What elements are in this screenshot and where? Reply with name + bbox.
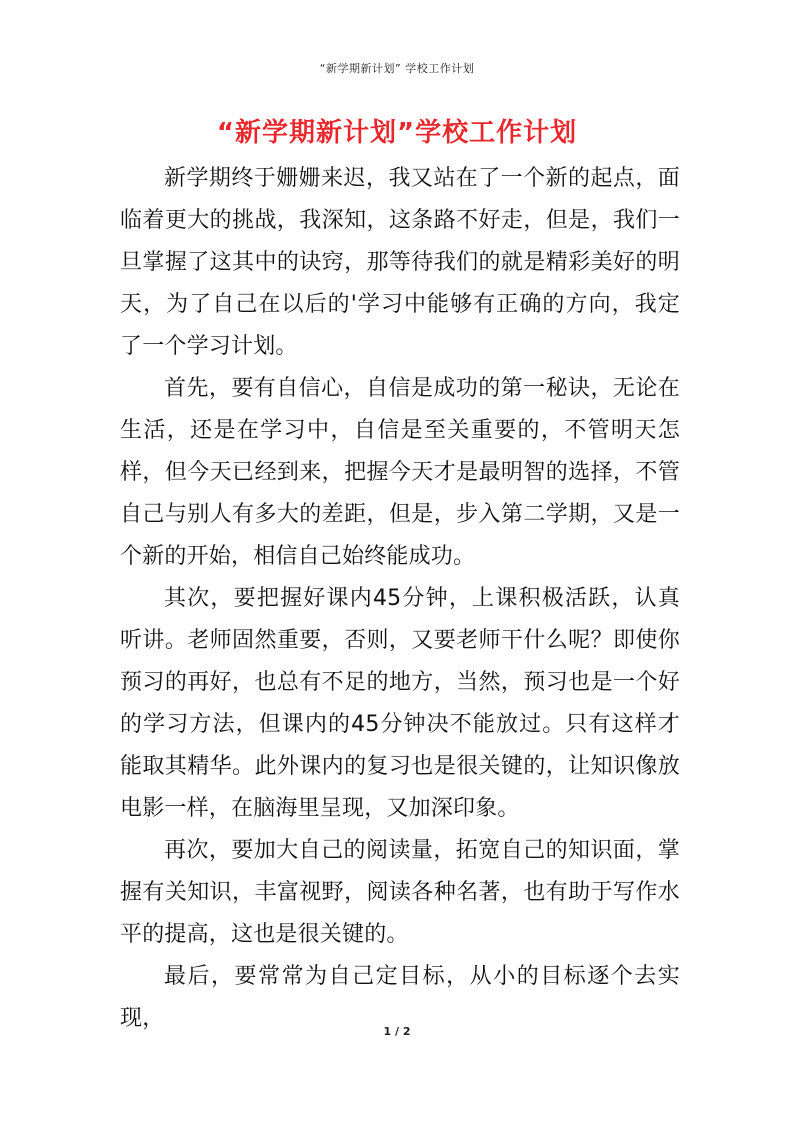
paragraph: 新学期终于姗姗来迟，我又站在了一个新的起点，面临着更大的挑战，我深知，这条路不好走，但是，我们一旦掌握了这其中的诀窍，那等待我们的就是精彩美好的明天，为了自己在以后的'学习中能够有正确的方向，我定了一个学习计划。 bbox=[120, 166, 680, 359]
paragraph: 再次，要加大自己的阅读量，拓宽自己的知识面，掌握有关知识，丰富视野，阅读各种名著，也有助于写作水平的提高，这也是很关键的。 bbox=[120, 838, 680, 947]
paragraph: 最后，要常常为自己定目标，从小的目标逐个去实现， bbox=[120, 964, 680, 1031]
running-header: “新学期新计划” 学校工作计划 bbox=[319, 62, 475, 75]
document-body bbox=[120, 158, 680, 1040]
paragraph: 其次，要把握好课内45分钟，上课积极活跃，认真听讲。老师固然重要，否则，又要老师干什么呢？即使你预习的再好，也总有不足的地方，当然，预习也是一个好的学习方法，但课内的45分钟决不能放过。只有这样才能取其精华。此外课内的复习也是很关键的，让知识像放电影一样，在脑海里呈现，又加深印象。 bbox=[120, 586, 680, 821]
paragraph: 首先，要有自信心，自信是成功的第一秘诀，无论在生活，还是在学习中，自信是至关重要的，不管明天怎样，但今天已经到来，把握今天才是最明智的选择，不管自己与别人有多大的差距，但是，步入第二学期，又是一个新的开始，相信自己始终能成功。 bbox=[120, 376, 680, 569]
page-number: 1 / 2 bbox=[383, 1025, 411, 1038]
document-title: “新学期新计划”学校工作计划 bbox=[216, 118, 578, 148]
